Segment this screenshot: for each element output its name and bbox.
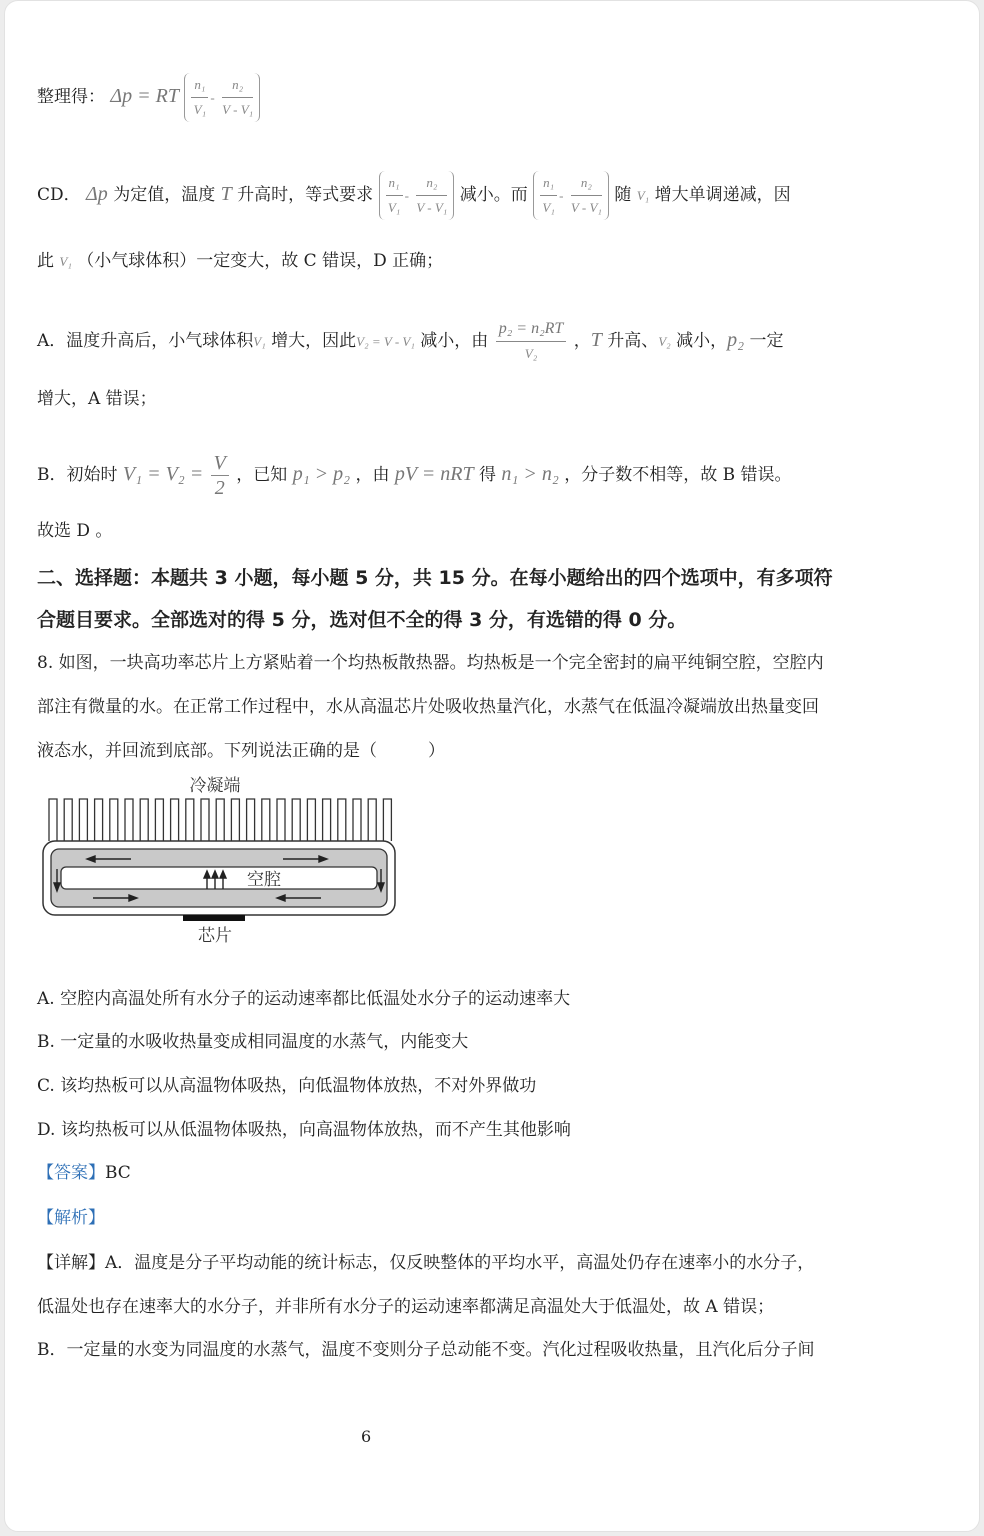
text: ， <box>573 331 591 351</box>
analysis-tag: 【解析】 <box>37 1208 105 1228</box>
bracket-expression: $\frac{\text{n₁}}{\text{V₁}}$ - $\frac{\text{n₂}}{\text{V - V₁}}$ <box>379 171 455 220</box>
text: 此 <box>37 251 54 271</box>
choose-line: 故选 D 。 <box>37 521 113 541</box>
formula-line-1 <box>37 73 260 122</box>
text: CD． <box>37 185 81 205</box>
option-d[interactable]: D. 该均热板可以从低温物体吸热，向高温物体放热，而不产生其他影响 <box>37 1120 571 1140</box>
option-c[interactable]: C. 该均热板可以从高温物体吸热，向低温物体放热，不对外界做功 <box>37 1076 537 1096</box>
detail-line-2: 低温处也存在速率大的水分子，并非所有水分子的运动速率都满足高温处大于低温处，故 A 错误； <box>37 1297 775 1317</box>
q8-line-1: 8. 如图，一块高功率芯片上方紧贴着一个均热板散热器。均热板是一个完全密封的扁平纯铜空腔，空腔内 <box>37 653 824 673</box>
text: ，已知 <box>236 465 288 485</box>
answer-tag: 【答案】 <box>37 1163 105 1183</box>
text: 减小，由 <box>420 331 489 351</box>
text: 增大单调递减，因 <box>654 185 791 205</box>
text: 减小。而 <box>459 185 528 205</box>
text: 增大，因此 <box>271 331 357 351</box>
text: ，由 <box>355 465 390 485</box>
bracket-expression: $\frac{\text{n₁}}{\text{V₁}}$ - $\frac{\text{n₂}}{\text{V - V₁}}$ <box>533 171 609 220</box>
section-title-1: 二、选择题：本题共 3 小题，每小题 5 分，共 15 分。在每小题给出的四个选项中，有多项符 <box>37 567 833 589</box>
text: （小气球体积）一定变大，故 C 错误，D 正确； <box>77 251 444 271</box>
text: 得 <box>479 465 497 485</box>
detail-line-1: 【详解】A．温度是分子平均动能的统计标志，仅反映整体的平均水平，高温处仍存在速率小的水分子， <box>37 1253 815 1273</box>
answer-value: BC <box>105 1163 131 1183</box>
label-chip: 芯片 <box>198 926 232 946</box>
chip-block <box>183 915 245 921</box>
label-condenser: 冷凝端 <box>189 776 241 796</box>
text: 升高时，等式要求 <box>237 185 374 205</box>
bracket-expression: $\frac{\text{n₁}}{\text{V₁}}$ - $\frac{\text{n₂}}{\text{V - V₁}}$ <box>184 73 260 122</box>
text: A．温度升高后，小气球体积 <box>37 331 254 351</box>
answer-line <box>37 1161 131 1185</box>
vapor-chamber-figure <box>35 769 405 949</box>
cavity <box>61 867 377 889</box>
text: 一定 <box>749 331 784 351</box>
text: 增大，A 错误； <box>37 389 157 409</box>
page-number: 6 <box>361 1427 372 1446</box>
option-b[interactable]: B. 一定量的水吸收热量变成相同温度的水蒸气，内能变大 <box>37 1032 469 1052</box>
cd-line: CD． Δp 为定值，温度 T 升高时，等式要求 $\frac{\text{n₁}}{\text{V₁}}$ - $\frac{\text{n₂}}{\text{V - V₁}}$ 减小。而 $\frac{\text{n₁}}{\text{V₁}}$ - $\frac{\text{n₂}}{\text{V - V₁}}$ 随 V₁ 增大单调递减，因 <box>37 171 791 220</box>
text: 减小， <box>676 331 728 351</box>
text: 为定值，温度 <box>113 185 216 205</box>
fins <box>49 799 391 841</box>
math: Δp = RT <box>110 85 179 107</box>
q8-line-3: 液态水，并回流到底部。下列说法正确的是（ ） <box>37 741 445 761</box>
text: 随 <box>614 185 632 205</box>
text: ，分子数不相等，故 B 错误。 <box>564 465 792 485</box>
line-a: A．温度升高后，小气球体积V₁ 增大，因此V₂ = V - V₁ 减小，由 $\frac{\text{p₂ = n₂RT}}{\text{V₂}}$ ，T 升高、V₂ 减小，p₂ 一定 <box>37 317 783 366</box>
line-3: 此 V₁ （小气球体积）一定变大，故 C 错误，D 正确； <box>37 251 444 271</box>
detail-line-3: B．一定量的水变为同温度的水蒸气，温度不变则分子总动能不变。汽化过程吸收热量，且汽化后分子间 <box>37 1340 815 1360</box>
line-b: B．初始时 V₁ = V₂ = $\frac{V}{2}$ ，已知 p₁ > p₂ ，由 pV = nRT 得 n₁ > n₂ ，分子数不相等，故 B 错误。 <box>37 452 792 499</box>
q8-line-2: 部注有微量的水。在正常工作过程中，水从高温芯片处吸收热量汽化，水蒸气在低温冷凝端放出热量变回 <box>37 697 819 717</box>
line-a-cont <box>37 387 157 411</box>
text: B．初始时 <box>37 465 118 485</box>
option-a[interactable]: A. 空腔内高温处所有水分子的运动速率都比低温处水分子的运动速率大 <box>37 989 571 1009</box>
document-page <box>4 0 980 1532</box>
text: 升高、 <box>607 331 659 351</box>
section-title-2: 合题目要求。全部选对的得 5 分，选对但不全的得 3 分，有选错的得 0 分。 <box>37 609 687 631</box>
label-cavity: 空腔 <box>247 870 281 890</box>
text: 整理得： <box>37 87 105 107</box>
